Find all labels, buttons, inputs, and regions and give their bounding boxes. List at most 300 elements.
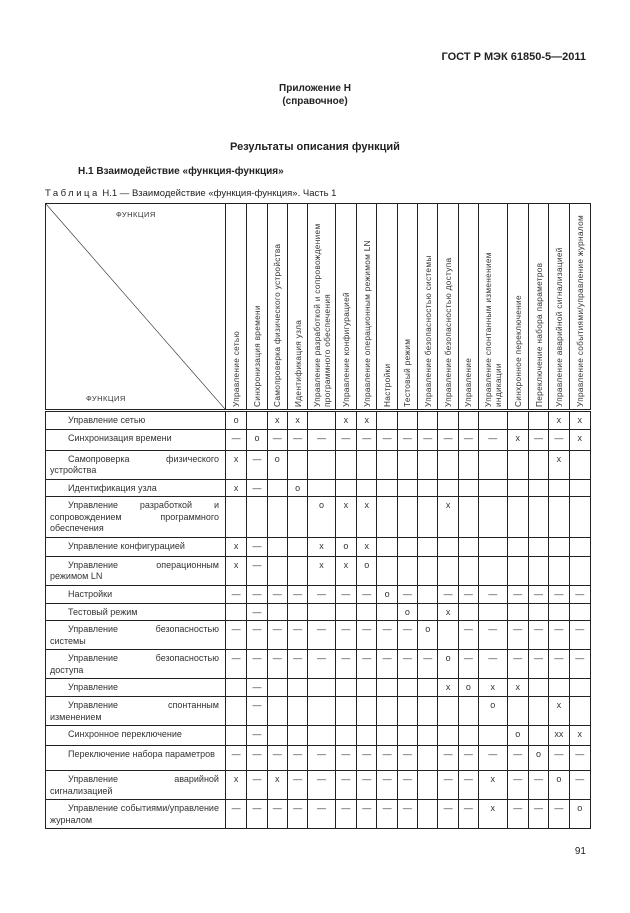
table-cell: x (438, 603, 458, 621)
table-cell (377, 556, 397, 585)
table-cell: — (377, 771, 397, 800)
table-cell: — (569, 650, 590, 679)
table-cell: o (528, 746, 548, 771)
table-cell: x (438, 497, 458, 538)
table-cell: — (458, 800, 478, 829)
table-cell: — (335, 771, 356, 800)
table-cell (335, 726, 356, 746)
table-row (46, 429, 591, 450)
table-cell: x (267, 411, 287, 430)
table-cell (438, 556, 458, 585)
table-cell: x (225, 479, 246, 497)
caption-prefix: Таблица (45, 188, 100, 199)
table-cell (438, 537, 458, 556)
interaction-table (45, 203, 591, 829)
table-cell: x (549, 450, 569, 479)
table-cell (377, 497, 397, 538)
table-cell (308, 679, 335, 697)
table-cell: x (308, 537, 335, 556)
column-header-label: Управление операционным режимом LN (361, 239, 372, 407)
corner-top-label: ФУНКЦИЯ (116, 210, 156, 219)
table-cell (528, 603, 548, 621)
column-header (308, 204, 335, 411)
table-cell (528, 479, 548, 497)
table-cell: — (397, 800, 417, 829)
table-cell: — (377, 429, 397, 450)
table-cell: — (287, 585, 307, 603)
column-header-label: Синхронное переключение (512, 294, 523, 407)
table-row (46, 479, 591, 497)
table-cell: o (418, 621, 438, 650)
row-label: Управление конфигурацией (46, 537, 226, 556)
table-cell: — (549, 429, 569, 450)
table-cell (458, 479, 478, 497)
row-label: Синхронное переключение (46, 726, 226, 746)
table-cell: — (225, 800, 246, 829)
table-cell (479, 497, 507, 538)
table-cell: — (377, 650, 397, 679)
row-label: Управление (46, 679, 226, 697)
table-row (46, 497, 591, 538)
table-cell (528, 679, 548, 697)
table-cell (397, 697, 417, 726)
table-cell: x (225, 771, 246, 800)
table-cell: — (377, 746, 397, 771)
table-cell: — (479, 746, 507, 771)
table-cell: — (247, 697, 267, 726)
table-cell (479, 603, 507, 621)
table-cell (335, 697, 356, 726)
table-cell: — (549, 650, 569, 679)
column-header (418, 204, 438, 411)
table-cell (308, 603, 335, 621)
table-cell: — (507, 621, 528, 650)
table-cell: — (507, 800, 528, 829)
table-cell (479, 537, 507, 556)
table-cell (458, 603, 478, 621)
table-cell: o (335, 537, 356, 556)
table-cell: — (287, 650, 307, 679)
table-cell: o (458, 679, 478, 697)
table-cell (569, 450, 590, 479)
column-header (225, 204, 246, 411)
header-row (46, 204, 591, 411)
table-cell: o (267, 450, 287, 479)
table-cell (507, 603, 528, 621)
table-cell: — (247, 726, 267, 746)
column-header (247, 204, 267, 411)
table-cell (267, 697, 287, 726)
table-cell (397, 556, 417, 585)
table-cell: x (549, 697, 569, 726)
table-cell (308, 726, 335, 746)
table-cell: — (247, 771, 267, 800)
table-cell (458, 726, 478, 746)
table-cell: — (225, 585, 246, 603)
table-cell (357, 679, 377, 697)
table-cell: — (397, 771, 417, 800)
table-cell: — (569, 621, 590, 650)
table-cell: x (225, 450, 246, 479)
column-header-label: Управление безопасностью доступа (443, 257, 454, 407)
table-cell: — (528, 650, 548, 679)
table-cell (287, 603, 307, 621)
table-cell (418, 450, 438, 479)
annex-title: Приложение Н (279, 83, 351, 94)
table-cell: x (479, 800, 507, 829)
column-header (397, 204, 417, 411)
table-cell (528, 497, 548, 538)
table-row (46, 679, 591, 697)
table-cell (308, 411, 335, 430)
table-cell: o (549, 771, 569, 800)
table-cell: x (549, 411, 569, 430)
table-cell (507, 537, 528, 556)
table-cell: — (267, 800, 287, 829)
table-cell (507, 497, 528, 538)
column-header (287, 204, 307, 411)
table-cell: xx (549, 726, 569, 746)
corner-bottom-label: ФУНКЦИЯ (86, 394, 126, 403)
table-cell: — (308, 621, 335, 650)
column-header-label: Управление безопасностью системы (422, 254, 433, 407)
subsection-title: Н.1 Взаимодействие «функция-функция» (78, 166, 284, 177)
table-cell (458, 411, 478, 430)
table-cell (418, 603, 438, 621)
table-cell (247, 411, 267, 430)
table-cell: — (247, 585, 267, 603)
table-cell (569, 497, 590, 538)
column-header-label: Управление аварийной сигнализацией (553, 246, 564, 407)
row-label: Самопроверка физического устройства (46, 450, 226, 479)
column-header (357, 204, 377, 411)
table-cell (528, 537, 548, 556)
table-cell: x (335, 556, 356, 585)
table-cell: — (438, 429, 458, 450)
table-cell (528, 450, 548, 479)
column-header-label: Управление конфигурацией (340, 291, 351, 407)
table-cell (418, 411, 438, 430)
table-cell: — (357, 585, 377, 603)
table-cell: — (247, 800, 267, 829)
table-cell (458, 556, 478, 585)
table-caption (45, 188, 336, 199)
table-cell (377, 479, 397, 497)
table-cell (247, 497, 267, 538)
table-cell (418, 746, 438, 771)
table-cell: — (418, 650, 438, 679)
table-cell: — (287, 746, 307, 771)
table-cell: — (287, 429, 307, 450)
table-cell (479, 726, 507, 746)
column-header-label: Синхронизация времени (251, 304, 262, 407)
table-cell (267, 603, 287, 621)
table-cell: x (357, 497, 377, 538)
table-cell: — (528, 429, 548, 450)
table-cell (418, 771, 438, 800)
table-cell: o (308, 497, 335, 538)
row-label: Управление разработкой и сопровождением программного обеспечения (46, 497, 226, 538)
table-cell: — (357, 650, 377, 679)
table-cell: x (438, 679, 458, 697)
column-header-label: Самопроверка физического устройства (272, 243, 283, 407)
table-cell: — (418, 429, 438, 450)
table-cell: — (397, 746, 417, 771)
table-cell (225, 497, 246, 538)
table-cell: — (569, 746, 590, 771)
table-cell: — (357, 746, 377, 771)
table-cell (528, 556, 548, 585)
table-cell: — (225, 746, 246, 771)
table-cell: — (247, 746, 267, 771)
table-cell: — (335, 650, 356, 679)
table-row (46, 771, 591, 800)
table-cell: — (357, 621, 377, 650)
table-cell (549, 497, 569, 538)
column-header (335, 204, 356, 411)
table-cell (549, 479, 569, 497)
table-cell (397, 537, 417, 556)
table-cell: — (308, 429, 335, 450)
table-cell (569, 537, 590, 556)
table-cell: x (507, 679, 528, 697)
table-cell (479, 556, 507, 585)
table-cell (287, 497, 307, 538)
column-header (377, 204, 397, 411)
table-cell (549, 537, 569, 556)
table-cell: — (267, 585, 287, 603)
table-row (46, 411, 591, 430)
table-cell: — (377, 800, 397, 829)
table-cell: — (397, 621, 417, 650)
table-cell: — (438, 771, 458, 800)
table-row (46, 537, 591, 556)
table-cell: x (357, 537, 377, 556)
table-cell: x (225, 556, 246, 585)
column-header (569, 204, 590, 411)
table-cell (357, 450, 377, 479)
table-cell: — (335, 429, 356, 450)
table-cell (569, 479, 590, 497)
table-cell: o (377, 585, 397, 603)
table-cell: — (357, 800, 377, 829)
table-cell (418, 726, 438, 746)
table-cell: o (225, 411, 246, 430)
table-cell (287, 697, 307, 726)
table-cell (458, 497, 478, 538)
table-cell (335, 479, 356, 497)
table-cell: — (507, 746, 528, 771)
table-cell (335, 450, 356, 479)
annex-subtitle: (справочное) (282, 96, 348, 107)
table-cell: — (549, 585, 569, 603)
table-cell: — (225, 650, 246, 679)
row-label: Идентификация узла (46, 479, 226, 497)
table-cell: — (335, 585, 356, 603)
table-cell (438, 479, 458, 497)
table-cell: — (377, 621, 397, 650)
table-cell: x (569, 429, 590, 450)
table-cell: — (267, 650, 287, 679)
table-cell (418, 556, 438, 585)
table-cell: — (528, 585, 548, 603)
column-header (528, 204, 548, 411)
table-cell (397, 450, 417, 479)
table-cell (335, 603, 356, 621)
table-cell (225, 697, 246, 726)
section-title: Результаты описания функций (230, 141, 400, 153)
table-cell: — (247, 537, 267, 556)
table-cell (528, 726, 548, 746)
table-cell (507, 450, 528, 479)
table-cell: x (569, 726, 590, 746)
table-cell (287, 679, 307, 697)
table-cell: — (247, 556, 267, 585)
table-cell (308, 479, 335, 497)
table-cell: — (479, 429, 507, 450)
table-cell (225, 679, 246, 697)
table-cell: — (507, 771, 528, 800)
table-cell: x (287, 411, 307, 430)
column-header (479, 204, 507, 411)
table-cell: — (267, 429, 287, 450)
table-cell: x (267, 771, 287, 800)
table-cell (357, 479, 377, 497)
table-cell (418, 585, 438, 603)
table-cell (549, 679, 569, 697)
table-cell (458, 450, 478, 479)
table-cell: — (458, 585, 478, 603)
column-header (458, 204, 478, 411)
table-cell: — (225, 429, 246, 450)
row-label: Настройки (46, 585, 226, 603)
table-row (46, 650, 591, 679)
table-row (46, 621, 591, 650)
table-cell (308, 450, 335, 479)
table-cell: — (247, 450, 267, 479)
table-cell: o (397, 603, 417, 621)
column-header-label: Управление спонтанным изменением индикации (482, 251, 503, 407)
table-cell (438, 726, 458, 746)
table-cell: x (308, 556, 335, 585)
table-cell (267, 679, 287, 697)
table-cell (267, 497, 287, 538)
table-cell (287, 556, 307, 585)
table-cell: — (308, 800, 335, 829)
table-cell: x (479, 679, 507, 697)
table-cell (418, 537, 438, 556)
table-cell (357, 697, 377, 726)
column-header-label: Управление (463, 357, 474, 407)
table-cell (397, 411, 417, 430)
table-cell: — (528, 800, 548, 829)
table-cell: — (549, 800, 569, 829)
table-cell: — (247, 603, 267, 621)
table-cell (418, 479, 438, 497)
table-cell: — (479, 650, 507, 679)
table-cell (287, 450, 307, 479)
row-label: Тестовый режим (46, 603, 226, 621)
table-cell: — (458, 429, 478, 450)
column-header (267, 204, 287, 411)
table-cell (267, 556, 287, 585)
table-cell: — (479, 585, 507, 603)
table-cell: — (438, 746, 458, 771)
table-cell (267, 537, 287, 556)
table-cell (377, 450, 397, 479)
table-cell: — (458, 621, 478, 650)
table-cell: — (528, 771, 548, 800)
table-cell (418, 697, 438, 726)
table-row (46, 800, 591, 829)
table-cell (507, 697, 528, 726)
table-cell (225, 726, 246, 746)
column-header (507, 204, 528, 411)
table-cell: o (507, 726, 528, 746)
table-cell (528, 697, 548, 726)
table-cell: — (528, 621, 548, 650)
table-cell: — (397, 585, 417, 603)
table-cell: — (438, 800, 458, 829)
row-label: Синхронизация времени (46, 429, 226, 450)
table-cell (549, 603, 569, 621)
table-cell: x (357, 411, 377, 430)
table-cell: — (335, 621, 356, 650)
table-cell: — (308, 650, 335, 679)
column-header-label: Управление событиями/управление журналом (574, 214, 585, 407)
table-cell (569, 556, 590, 585)
table-cell (479, 479, 507, 497)
table-cell: — (287, 621, 307, 650)
row-label: Управление событиями/управление журналом (46, 800, 226, 829)
table-cell: o (479, 697, 507, 726)
document-code: ГОСТ Р МЭК 61850-5—2011 (441, 51, 586, 63)
table-cell: — (247, 679, 267, 697)
row-label: Управление спонтанным изменением (46, 697, 226, 726)
table-cell: — (267, 746, 287, 771)
table-cell: — (438, 585, 458, 603)
table-cell (569, 697, 590, 726)
table-cell (418, 679, 438, 697)
table-cell (287, 726, 307, 746)
table-cell (335, 679, 356, 697)
table-row (46, 450, 591, 479)
table-cell (377, 603, 397, 621)
table-cell: — (357, 771, 377, 800)
table-cell: x (569, 411, 590, 430)
table-cell (357, 603, 377, 621)
row-label: Управление безопасностью доступа (46, 650, 226, 679)
table-cell: — (247, 650, 267, 679)
table-cell (528, 411, 548, 430)
table-cell (479, 450, 507, 479)
table-cell: — (479, 621, 507, 650)
table-cell: — (458, 650, 478, 679)
table-row (46, 585, 591, 603)
table-cell: — (308, 585, 335, 603)
table-cell (569, 679, 590, 697)
table-cell: — (267, 621, 287, 650)
table-cell (308, 697, 335, 726)
table-cell (377, 411, 397, 430)
table-cell (549, 556, 569, 585)
column-header (438, 204, 458, 411)
table-cell: x (335, 411, 356, 430)
table-cell (377, 537, 397, 556)
table-cell (397, 679, 417, 697)
table-row (46, 556, 591, 585)
table-cell: o (287, 479, 307, 497)
